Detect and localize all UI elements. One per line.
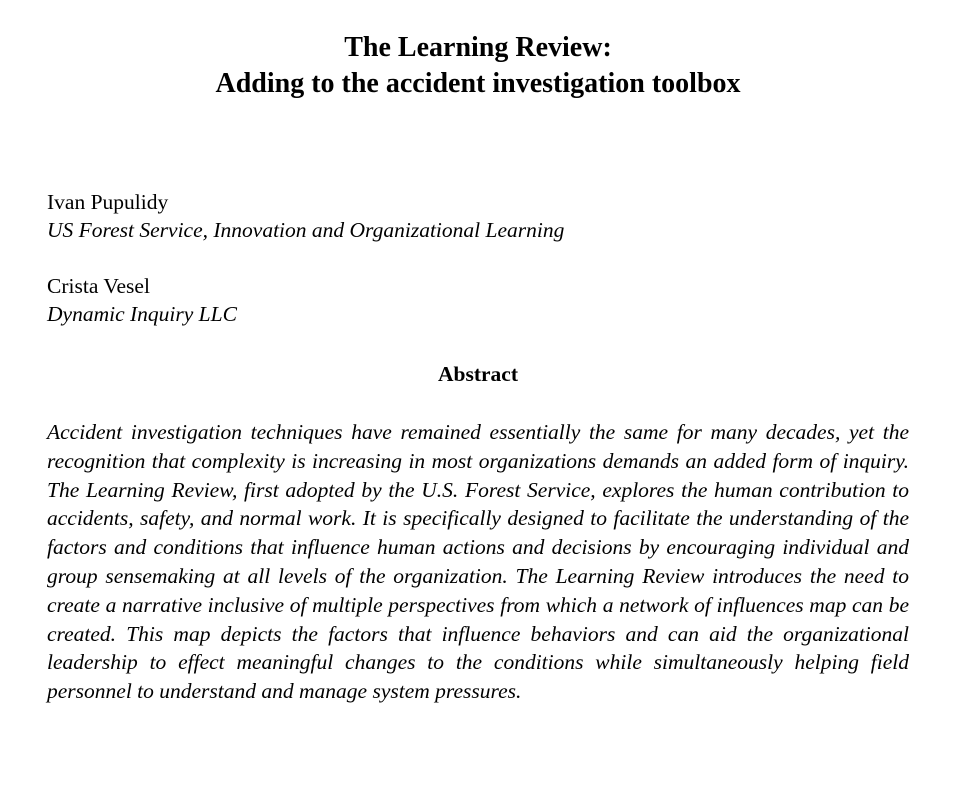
author-name: Crista Vesel bbox=[47, 274, 150, 298]
author-name: Ivan Pupulidy bbox=[47, 190, 169, 214]
paper-title bbox=[0, 30, 956, 102]
abstract-heading: Abstract bbox=[437, 362, 518, 386]
paper-title-line-2: Adding to the accident investigation toolbox bbox=[215, 68, 741, 99]
author-affiliation: US Forest Service, Innovation and Organizational Learning bbox=[47, 218, 565, 242]
author-entry bbox=[47, 272, 907, 328]
paper-title-line-1: The Learning Review: bbox=[344, 32, 612, 63]
author-entry bbox=[47, 188, 907, 244]
author-affiliation: Dynamic Inquiry LLC bbox=[47, 302, 237, 326]
abstract-text: Accident investigation techniques have remained essentially the same for many decades, yet the recognition that complexity is increasing in most organizations demands an added form of inquiry. The Learning Review, first adopted by the U.S. Forest Service, explores the human contribution to accidents, safety, and normal work. It is specifically designed to facilitate the understanding of the factors and conditions that influence human actions and decisions by encouraging individual and group sensemaking at all levels of the organization. The Learning Review introduces the need to create a narrative inclusive of multiple perspectives from which a network of influences map can be created. This map depicts the factors that influence behaviors and can aid the organizational leadership to effect meaningful changes to the conditions while simultaneously helping field personnel to understand and manage system pressures. bbox=[47, 420, 909, 704]
author-list bbox=[47, 188, 907, 356]
